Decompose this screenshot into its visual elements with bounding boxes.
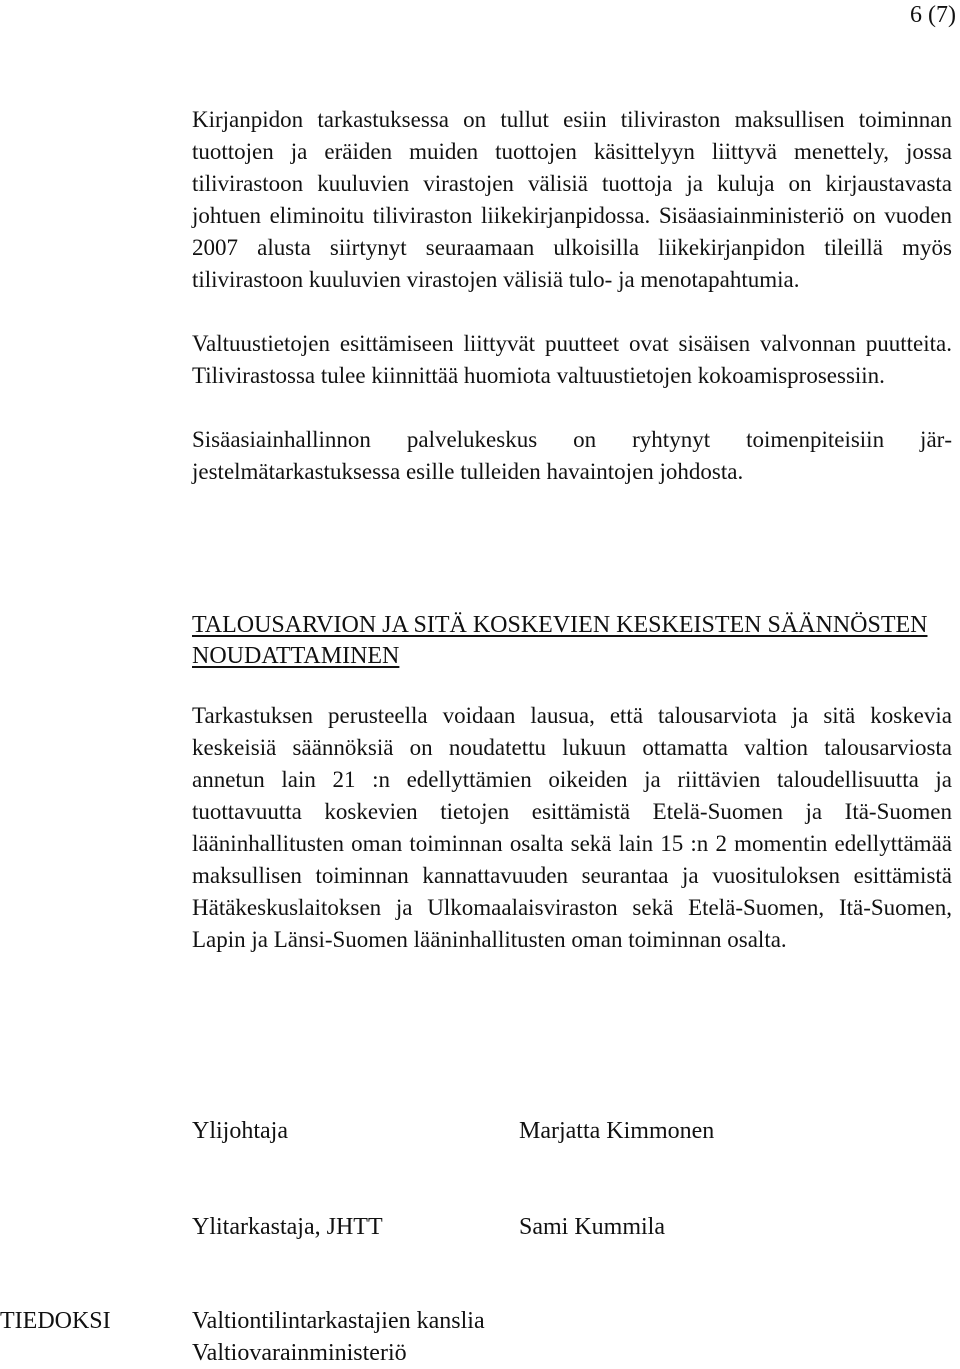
signatory-name-2: Sami Kummila [519, 1214, 665, 1240]
paragraph-bookkeeping: Kirjanpidon tarkastuksessa on tullut esiin tiliviraston maksullisen toiminnan tuottojen ja eräiden muiden tuottojen käsittelyyn liittyvä menettely, jossa tilivirastoon kuuluvien virastojen välisiä tuottoja ja kuluja on kirjaustavasta johtuen eliminoitu tiliviraston liikekirjanpidossa. Sisäasiainministeriö on vuoden 2007 alusta siirtynyt seuraamaan ulkoisilla liikekirjanpidon tileillä myös tilivirastoon kuuluvien virastojen välisiä tulo- ja menotapahtumia. [192, 107, 952, 292]
paragraph-compliance-statement: Tarkastuksen perusteella voidaan lausua, että talousarviota ja sitä koskevia keskeisiä säännöksiä on noudatettu lukuun ottamatta valtion talousarviosta annetun lain 21 :n edellyttämien oikeiden ja riittävien taloudellisuutta ja tuottavuutta koskevien tietojen esittämistä Etelä-Suomen ja Itä-Suomen lääninhallitusten oman toiminnan osalta sekä lain 15 :n 2 momentin edellyttämää maksullisen toiminnan kannattavuuden seurantaa ja vuosituloksen esittämistä Hätäkeskuslaitoksen ja Ulkomaalaisviraston sekä Etelä-Suomen, Itä-Suomen, Lapin ja Länsi-Suomen lääninhallitusten oman toiminnan osalta. [192, 703, 952, 952]
distribution-list [192, 1305, 485, 1369]
paragraph-authorizations: Valtuustietojen esittämiseen liittyvät puutteet ovat sisäisen valvonnan puutteita. Tilivirastossa tulee kiinnittää huomiota valtuustietojen kokoamisprosessiin. [192, 331, 952, 388]
page-number: 6 (7) [910, 2, 956, 28]
paragraph-service-centre: Sisäasiainhallinnon palvelukeskus on ryhtynyt toimenpiteisiin järjestelmätarkastuksessa esille tulleiden havaintojen johdosta. [192, 427, 952, 484]
distribution-label: TIEDOKSI [0, 1308, 111, 1334]
signatory-title-2: Ylitarkastaja, JHTT [192, 1214, 383, 1240]
distribution-recipient: Valtiontilintarkastajien kanslia [192, 1308, 485, 1334]
compliance-section [192, 700, 952, 956]
section-heading: TALOUSARVION JA SITÄ KOSKEVIEN KESKEISTEN SÄÄNNÖSTEN NOUDATTAMINEN [192, 612, 928, 669]
distribution-recipient: Valtiovarainministeriö [192, 1340, 407, 1366]
signatory-title-1: Ylijohtaja [192, 1118, 288, 1144]
signatory-name-1: Marjatta Kimmonen [519, 1118, 715, 1144]
findings-section [192, 104, 952, 488]
